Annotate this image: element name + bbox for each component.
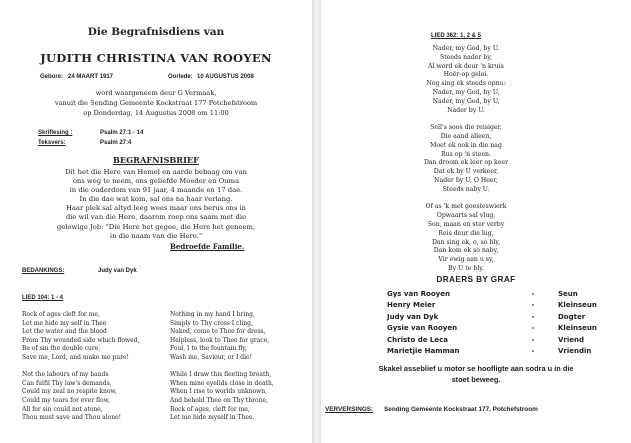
hymn-line: When I rise to worlds unknown, xyxy=(170,388,267,396)
bearers-list xyxy=(387,289,628,357)
stanza-gap xyxy=(22,363,162,372)
song-line: Sell's soos die reisiger, xyxy=(430,124,502,132)
bearer-relation: Kleinseun xyxy=(558,301,597,310)
hymn-line: Let me hide myself in Thee. xyxy=(170,414,255,422)
song-line: Steeds nader by, xyxy=(440,53,492,61)
left-page xyxy=(0,0,312,443)
hymn-line: Be of sin the double cure, xyxy=(22,345,101,353)
hymn-line: Let me hide my self in Thee xyxy=(22,319,107,327)
song-body xyxy=(401,45,531,274)
song-line: Dat ek by U verkeer, xyxy=(433,168,499,176)
died-label: Oorlede: xyxy=(168,74,193,80)
song-line: Die aand alleen, xyxy=(440,132,492,140)
hymn-line: Wash me, Saviour, or I die! xyxy=(170,353,253,361)
hymn-line: Simply to Thy cross I cling, xyxy=(170,319,253,327)
song-line: Nader by U, O Heer, xyxy=(434,176,498,184)
song-line: Moet ek ook in die nag xyxy=(430,141,502,149)
bearer-relation: Vriendin xyxy=(558,347,592,356)
hymn-line: Could my tears for ever flow, xyxy=(22,396,110,404)
song-line: Nog sing ek steeds opnu: xyxy=(426,80,506,88)
letter-title: BEGRAFNISBRIEF xyxy=(113,155,199,165)
song-line: Reis deur die lug, xyxy=(438,229,494,237)
hymn-line: Let the water and the blood xyxy=(22,328,107,336)
bearer-name: Marietjie Hamman xyxy=(387,347,460,356)
bearer-row xyxy=(387,323,628,334)
bearer-row xyxy=(387,335,628,346)
song-line: Dan kom ek so naby, xyxy=(433,247,499,255)
bearer-row xyxy=(387,289,628,300)
notice-line: Skakel asseblief u motor se hoofligte aan sodra u in die xyxy=(378,364,574,373)
thanks-value: Judy van Dyk xyxy=(98,268,137,274)
thanks-label: BEDANKINGS: xyxy=(22,268,65,274)
letter-line: gelowige Job: "Die Here het gegee, die Here het geneem, xyxy=(56,222,256,231)
bearer-dash: - xyxy=(531,347,535,356)
song-line: Rus op 'n steen. xyxy=(440,150,492,158)
bearer-relation: Kleinseun xyxy=(558,324,597,333)
refreshments-value: Sending Gemeente Kockstraat 177, Potchefstroom xyxy=(384,406,538,413)
letter-line: ons weg te neem, ons geliefde Moeder en Ouma xyxy=(72,177,240,186)
letter-line: Haar plek sal altyd leeg wees maar ons berus ons in xyxy=(65,204,247,213)
text-value: Psalm 27:4 xyxy=(100,140,132,146)
bearer-relation: Dogter xyxy=(558,312,586,321)
stanza-gap xyxy=(401,115,531,124)
hymn-line: All for sin could not atone, xyxy=(22,405,103,413)
song-line: Hoër-op gelei. xyxy=(443,71,489,79)
headlights-notice xyxy=(321,363,631,385)
hymn-column-1 xyxy=(22,311,162,423)
song-line: Dan sing ek, o, so bly, xyxy=(431,238,501,246)
hymn-line: While I draw this fleeting breath, xyxy=(170,371,272,379)
bearer-row xyxy=(387,300,628,311)
bearer-name: Henry Meier xyxy=(387,301,436,310)
bearer-dash: - xyxy=(531,301,535,310)
service-line-1: word waargeneem deur G Vermaak, xyxy=(95,89,217,97)
hymn-line: And behold Thee on Thy throne, xyxy=(170,396,268,404)
hymn-line: Could my zeal no respite know, xyxy=(22,388,117,396)
song-line: Son, maan en ster verby xyxy=(427,220,505,228)
hymn-line: When mine eyelids close in death, xyxy=(170,379,274,387)
bearer-name: Judy van Dyk xyxy=(387,312,439,321)
hymn-line: Nothing in my hand I bring, xyxy=(170,311,255,318)
letter-line: Dit het die Here van Hemel en aarde behaag om van xyxy=(65,168,247,176)
died-date: 10 AUGUSTUS 2008 xyxy=(197,74,254,80)
letter-line: in die ouderdom van 91 jaar, 4 maande en 17 dae. xyxy=(69,186,243,195)
notice-line: stoet beweeg. xyxy=(451,375,501,384)
bearer-relation: Vriend xyxy=(558,335,585,344)
letter-line: In die dae wat kom, sal ons na haar verlang. xyxy=(79,195,233,204)
song-line: Nader, my God, by U. xyxy=(432,45,500,52)
hymn-line: Helpless, look to Thee for grace, xyxy=(170,336,270,344)
right-page xyxy=(321,0,631,443)
bearer-row xyxy=(387,346,628,357)
bearer-name: Christo de Leca xyxy=(387,335,449,344)
page-gutter xyxy=(312,0,321,443)
letter-line: in die naam van die Here." xyxy=(109,231,203,240)
hymn-title: LIED 104: 1 - 4 xyxy=(22,295,64,301)
song-line: Nader by U. xyxy=(447,106,485,114)
hymn-line: Rock of ages, cleft for me, xyxy=(170,405,250,413)
hymn-line: Can fulfil Thy law's demands, xyxy=(22,379,112,387)
hymn-line: From Thy wounded side which flowed, xyxy=(22,336,140,344)
bearer-dash: - xyxy=(531,324,535,333)
service-line-2: vanuit die Sending Gemeente Kockstraat 177 Potchefstroom xyxy=(54,99,258,107)
hymn-line: Save me, Lord, and make me pure! xyxy=(22,353,129,361)
service-title: Die Begrafnisdiens van xyxy=(87,26,225,38)
song-line: Of as 'k met geesteswierk xyxy=(425,203,507,211)
letter-line: die wil van die Here, daarom roep ons saam met die xyxy=(65,213,247,222)
family-signature: Bedroefde Familie. xyxy=(170,242,245,251)
song-line: Vir ewig aan u sy, xyxy=(438,256,494,264)
born-date: 24 MAART 1917 xyxy=(68,74,114,80)
bearers-title: DRAERS BY GRAF xyxy=(436,275,516,284)
bearer-relation: Seun xyxy=(558,290,578,298)
bearer-dash: - xyxy=(531,290,535,298)
stanza-gap xyxy=(401,195,531,204)
song-line: Nader, my God, by U, xyxy=(432,97,500,105)
deceased-name: JUDITH CHRISTINA VAN ROOYEN xyxy=(40,51,272,65)
hymn-line: Foul, I to the fountain fly, xyxy=(170,345,247,353)
service-line-3: op Donderdag, 14 Augustus 2008 om 11:00 xyxy=(83,109,229,117)
song-line: Opwaarts sal vlug, xyxy=(436,212,496,220)
bearer-name: Gysie van Rooyen xyxy=(387,324,458,333)
bearer-dash: - xyxy=(531,335,535,344)
song-title: LIED 362: 1, 2 & 5 xyxy=(431,33,482,39)
song-line: Steeds naby U. xyxy=(442,185,490,193)
refreshments-label: VERVERSINGS: xyxy=(325,406,374,413)
hymn-line: Naked, come to Thee for dress, xyxy=(170,328,266,336)
song-line: Dan droom ek leer op keer xyxy=(423,159,509,167)
reading-value: Psalm 27:1 - 14 xyxy=(100,130,144,136)
born-label: Gebore: xyxy=(40,74,64,80)
song-line: By U te bly. xyxy=(448,264,484,272)
bearer-row xyxy=(387,312,628,323)
hymn-line: Thou must save and Thou alone! xyxy=(22,414,122,422)
reading-label: Skriflesing : xyxy=(38,130,73,136)
hymn-column-2 xyxy=(170,311,310,423)
song-line: Al word ek deur 'n kruis xyxy=(428,62,504,70)
text-label: Teksvers: xyxy=(38,140,66,146)
letter-body xyxy=(0,168,312,241)
hymn-line: Not the labours of my hands xyxy=(22,371,109,379)
stanza-gap xyxy=(170,363,310,372)
song-line: Nader, my God, by U, xyxy=(432,88,500,96)
hymn-line: Rock of ages cleft for me, xyxy=(22,311,100,318)
bearer-dash: - xyxy=(531,312,535,321)
bearer-name: Gys van Rooyen xyxy=(387,290,450,298)
